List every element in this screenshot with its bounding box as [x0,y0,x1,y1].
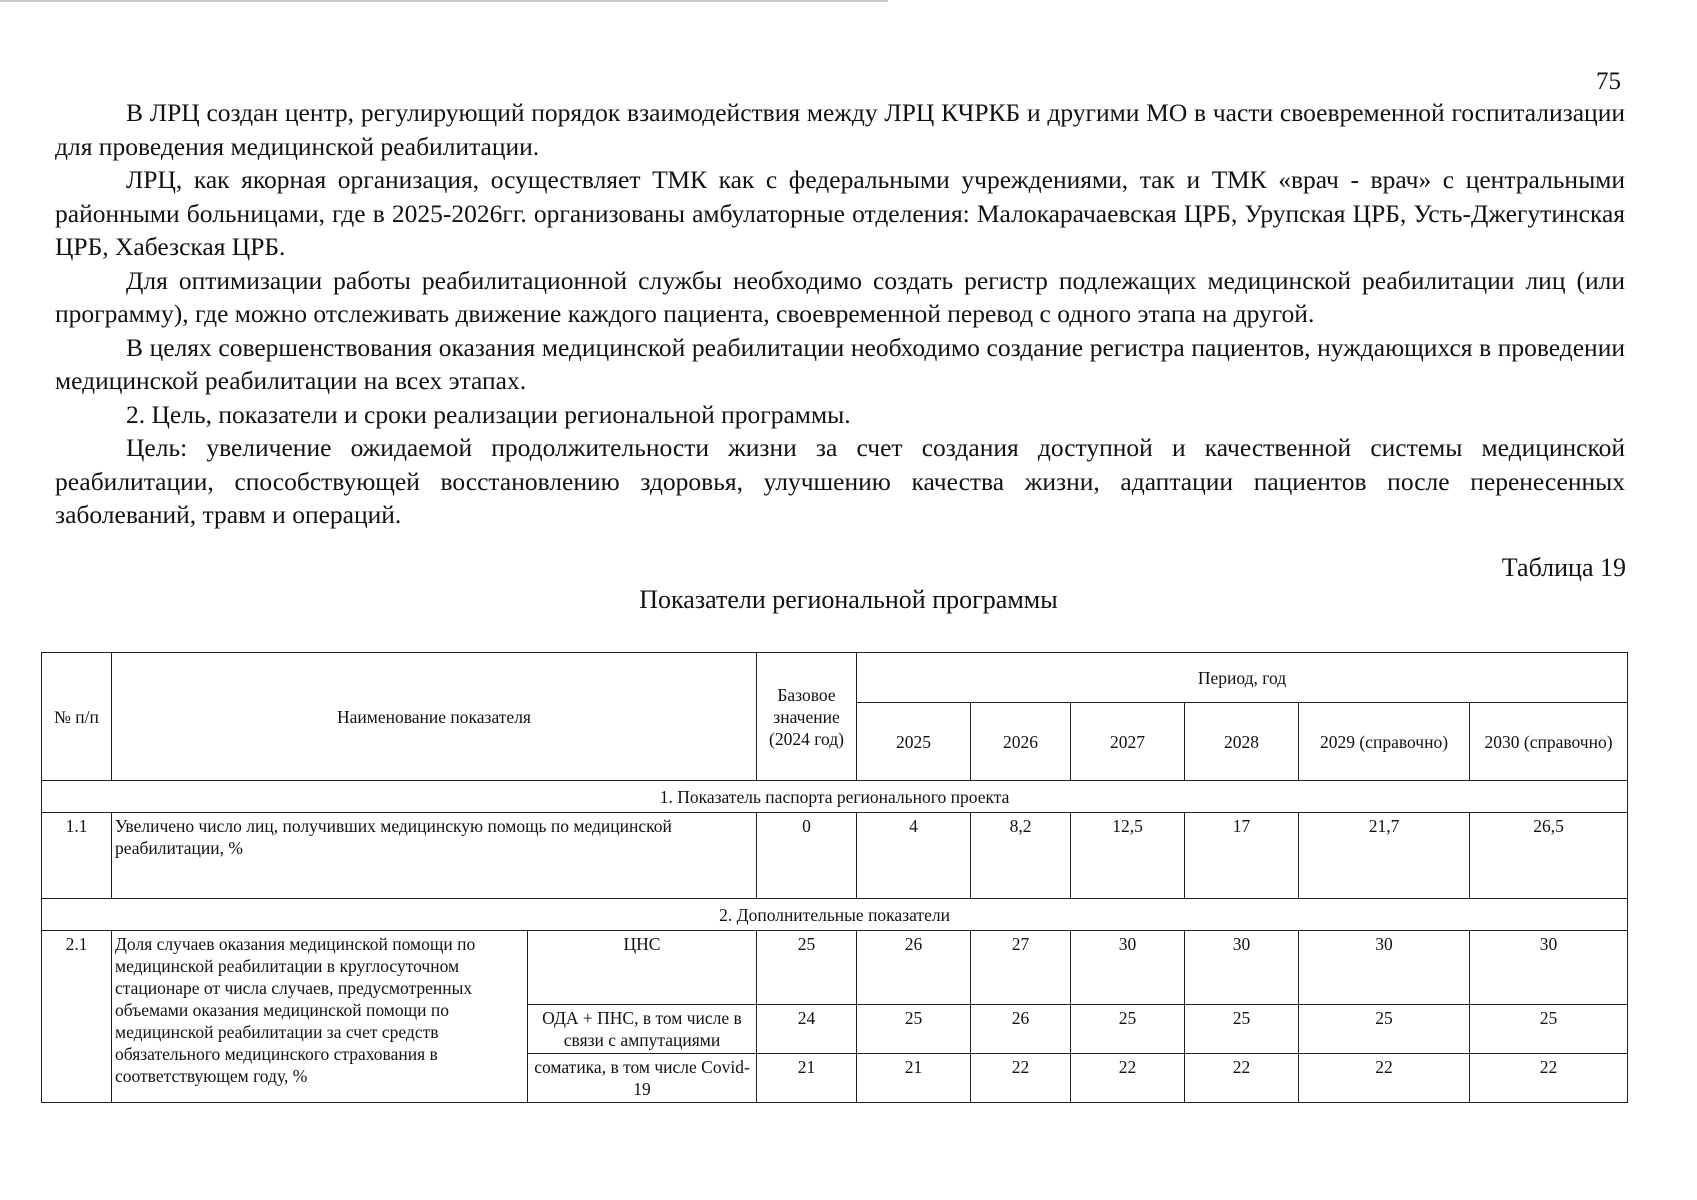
paragraph: ЛРЦ, как якорная организация, осуществляет ТМК как с федеральными учреждениями, так и ТМК «врач - врач» с центральными районными больницами, где в 2025-2026гг. организованы амбулаторные отделения: Малокарачаевская ЦРБ, Урупская ЦРБ, Усть-Джегутинская ЦРБ, Хабезская ЦРБ. [55,165,1625,261]
row-name: Увеличено число лиц, получивших медицинскую помощь по медицинской реабилитации, % [112,813,757,899]
cell-value: 27 [971,931,1071,1005]
cell-value: 22 [1299,1054,1470,1103]
cell-value: 24 [757,1005,857,1054]
cell-value: 30 [1299,931,1470,1005]
cell-value: 25 [1470,1005,1628,1054]
cell-value: 21 [757,1054,857,1103]
section-heading: 2. Цель, показатели и сроки реализации региональной программы. [126,399,851,429]
header-base: Базовое значение (2024 год) [757,653,857,781]
header-name: Наименование показателя [112,653,757,781]
header-num: № п/п [42,653,112,781]
subrow-label: соматика, в том числе Covid-19 [528,1054,757,1103]
table-title: Показатели региональной программы [639,585,1058,614]
paragraph: В целях совершенствования оказания медицинской реабилитации необходимо создание регистра пациентов, нуждающихся в проведении медицинской реабилитации на всех этапах. [55,332,1625,395]
cell-value: 22 [1470,1054,1628,1103]
cell-value: 21,7 [1299,813,1470,899]
indicators-table [41,652,1628,1103]
cell-value: 26 [971,1005,1071,1054]
header-year: 2026 [971,703,1071,781]
cell-value: 22 [971,1054,1071,1103]
cell-value: 25 [757,931,857,1005]
body-text [55,96,1625,532]
cell-value: 26,5 [1470,813,1628,899]
header-year: 2025 [857,703,971,781]
page-number: 75 [1596,68,1621,95]
cell-value: 22 [1185,1054,1299,1103]
row-num: 1.1 [42,813,112,899]
cell-value: 8,2 [971,813,1071,899]
cell-value: 26 [857,931,971,1005]
cell-value: 30 [1470,931,1628,1005]
cell-value: 21 [857,1054,971,1103]
cell-value: 30 [1185,931,1299,1005]
cell-value: 25 [1071,1005,1185,1054]
cell-value: 22 [1071,1054,1185,1103]
header-year: 2029 (справочно) [1299,703,1470,781]
cell-value: 25 [1185,1005,1299,1054]
cell-value: 4 [857,813,971,899]
paragraph: В ЛРЦ создан центр, регулирующий порядок взаимодействия между ЛРЦ КЧРКБ и другими МО в части своевременной госпитализации для проведения медицинской реабилитации. [55,98,1625,161]
cell-value: 17 [1185,813,1299,899]
paragraph: Для оптимизации работы реабилитационной службы необходимо создать регистр подлежащих медицинской реабилитации лиц (или программу), где можно отслеживать движение каждого пациента, своевременной перевод с одного этапа на другой. [55,265,1625,328]
cell-value: 25 [857,1005,971,1054]
row-num: 2.1 [42,931,112,1103]
cell-value: 30 [1071,931,1185,1005]
table-caption: Таблица 19 [1501,553,1626,582]
section-row: 1. Показатель паспорта регионального проекта [42,781,1628,813]
paragraph: Цель: увеличение ожидаемой продолжительности жизни за счет создания доступной и качественной системы медицинской реабилитации, способствующей восстановлению здоровья, улучшению качества жизни, адаптации пациентов после перенесенных заболеваний, травм и операций. [55,433,1625,529]
subrow-label: ОДА + ПНС, в том числе в связи с ампутациями [528,1005,757,1054]
header-year: 2028 [1185,703,1299,781]
section-row: 2. Дополнительные показатели [42,899,1628,931]
cell-value: 0 [757,813,857,899]
scan-edge-line [0,0,888,2]
cell-value: 25 [1299,1005,1470,1054]
cell-value: 12,5 [1071,813,1185,899]
row-name: Доля случаев оказания медицинской помощи по медицинской реабилитации в круглосуточном стационаре от числа случаев, предусмотренных объемами оказания медицинской помощи по медицинской реабилитации за счет средств обязательного медицинского страхования в соответствующем году, % [112,931,528,1103]
subrow-label: ЦНС [528,931,757,1005]
header-year: 2027 [1071,703,1185,781]
header-period: Период, год [857,653,1628,703]
header-year: 2030 (справочно) [1470,703,1628,781]
